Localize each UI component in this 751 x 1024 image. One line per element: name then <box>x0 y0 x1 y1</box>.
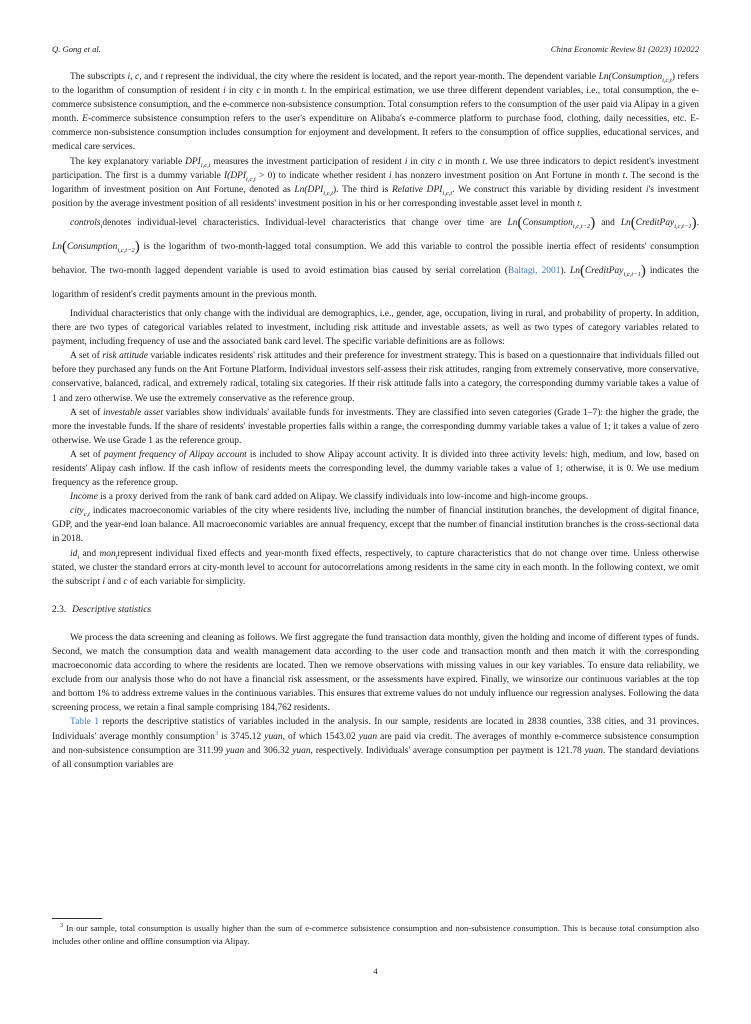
section-title: Descriptive statistics <box>72 604 152 615</box>
paragraph-investable-asset: A set of investable asset variables show individuals' available funds for investments. They are classified into seven categories (Grade 1–7): the higher the grade, the more the investable funds. If the share of residents' investable properties falls within a range, the corresponding dummy variable takes a value of 1; it takes a value of zero otherwise. We use Grade 1 as the reference group. <box>52 407 699 446</box>
footnote-divider <box>52 918 102 919</box>
citation-link[interactable]: Baltagi, 2001 <box>507 265 561 276</box>
paragraph-fixed-effects: $id_i$ and mon$_t$represent individual fixed effects and year-month fixed effects, respectively, to capture characteristics that do not change over time. Unless otherwise stated, we cluster the standard errors at city-month level to account for autocorrelations among residents in the same city in each month. In the following context, we omit the subscript i and c of each variable for simplicity. <box>52 548 699 587</box>
table-link[interactable]: Table 1 <box>70 717 99 728</box>
article-body <box>52 70 699 772</box>
footnote-ref[interactable]: 3 <box>214 729 219 737</box>
paragraph-risk-attitude: A set of risk attitude variable indicates residents' risk attitudes and their preference for investment strategy. This is based on a questionnaire that individuals filled out before they purchased any funds on the Ant Fortune Platform. Individual investors self-assess their risk attitudes, ranging from extremely conservative, more conservative, conservative, balanced, radical, and extremely radical, totaling six categories. If their risk attitude falls into a category, the corresponding dummy variable takes a value of 1 and zero otherwise. We use the extremely conservative as the reference group. <box>52 351 700 404</box>
header-authors: Q. Gong et al. <box>52 44 101 54</box>
section-heading <box>52 603 699 617</box>
paragraph-explanatory-variable: The key explanatory variable $DPI_{i,c,t}$ measures the investment participation of resident i in city c in month t. We use three indicators to depict resident's investment participation. The first is a dummy variable $I(DPI_{i,c,t} > 0)$ to indicate whether resident i has nonzero investment position on Ant Fortune in month t. The second is the logarithm of investment position on Ant Fortune, denoted as $Ln(DPI_{i,c,t})$. The third is Relative $DPI_{i,c,t}$. We construct this variable by dividing resident i's investment position by the average investment position of all residents' investment position in his or her corresponding investable asset level in month t. <box>52 156 700 209</box>
page-number: 4 <box>373 966 378 976</box>
paragraph-individual-characteristics: Individual characteristics that only change with the individual are demographics, i.e., gender, age, occupation, living in rural, and probability of property. In addition, there are two types of categorical variables related to investment, including risk attitude and investable assets, as well as two types of category variables related to payment, including frequency of use and the associated bank card level. The specific variable definitions are as follows: <box>52 308 699 348</box>
running-header <box>52 44 699 58</box>
paragraph-controls: controls$_i$denotes individual-level characteristics. Individual-level characteristics that change over time are Ln(Consumption$_{i,c,t-2}$) and Ln(CreditPay$_{i,c,t-1}$). Ln(Consumption$_{i,c,t-2}$) is the logarithm of two-month-lagged total consumption. We add this variable to control the possible inertia effect of residents' consumption behavior. The two-month lagged dependent variable is used to avoid estimation bias caused by serial correlation (Baltagi, 2001). Ln(CreditPay$_{i,c,t-1}$) indicates the logarithm of resident's credit payments amount in the previous month. <box>52 214 700 300</box>
paragraph-descriptive-stats: Table 1 reports the descriptive statistics of variables included in the analysis. In our sample, residents are located in 2838 counties, 338 cities, and 31 provinces. Individuals' average monthly consumption$^3$ is 3745.12 yuan, of which 1543.02 yuan are paid via credit. The averages of monthly e-commerce subsistence consumption and non-subsistence consumption are 311.99 yuan and 306.32 yuan, respectively. Individuals' average consumption per payment is 121.78 yuan. The standard deviations of all consumption variables are <box>52 717 700 770</box>
paragraph-income: Income is a proxy derived from the rank of bank card added on Alipay. We classify individuals into low-income and high-income groups. <box>70 492 589 503</box>
section-number: 2.3. <box>52 604 67 615</box>
footnote-text: In our sample, total consumption is usually higher than the sum of e-commerce subsistence consumption and non-subsistence consumption. This is because total consumption also includes other online and offline consumption via Alipay. <box>52 923 699 946</box>
paragraph-data-screening: We process the data screening and cleaning as follows. We first aggregate the fund transaction data monthly, given the holding and income of different types of funds. Second, we match the consumption data and wealth management data according to the user code and transaction month and then match it with the corresponding macroeconomic data according to where the residents are located. Then we remove observations with missing values in our key variables. To ensure data reliability, we exclude from our analysis those who do not have a financial risk assessment, or the assessments have expired. Finally, we winsorize our continuous variables at the top and bottom 1% to address extreme values in the continuous variables. This ensures that extreme values do not unduly influence our regression analyses. Following the data screening process, we retain a final sample comprising 184,762 residents. <box>52 632 699 714</box>
paragraph-subscripts: The subscripts i, c, and t represent the individual, the city where the resident is located, and the report year-month. The dependent variable Ln(Consumption$_{i,c,t}$) refers to the logarithm of consumption of resident i in city c in month t. In the empirical estimation, we use three different dependent variables, i.e., total consumption, the e-commerce subsistence consumption, and the e-commerce non-subsistence consumption. Total consumption refers to the consumption of the user paid via Alipay in a given month. E-commerce subsistence consumption refers to the user's expenditure on Alibaba's e-commerce platform to purchase food, clothing, daily necessities, etc. E-commerce non-subsistence consumption includes consumption for enjoyment and development. It refers to the consumption of office supplies, educational services, and medical care services. <box>52 72 700 153</box>
footnote <box>52 922 699 947</box>
footnote-mark: 3 <box>60 923 63 930</box>
header-journal: China Economic Review 81 (2023) 102022 <box>550 44 699 54</box>
paragraph-city: city$_{c,t}$ indicates macroeconomic variables of the city where residents live, including the number of financial institution branches, the development of digital finance, GDP, and the year-end loan balance. All macroeconomic variables are annual frequency, except that the number of financial institution branches is the cross-sectional data in 2018. <box>52 506 699 545</box>
paragraph-payment-frequency: A set of payment frequency of Alipay account is included to show Alipay account activity. It is divided into three activity levels: high, medium, and low, based on residents' Alipay cash inflow. If the cash inflow of residents meets the corresponding level, the dummy variable takes a value of 1; otherwise, it is 0. We use medium frequency as the reference group. <box>52 449 699 489</box>
